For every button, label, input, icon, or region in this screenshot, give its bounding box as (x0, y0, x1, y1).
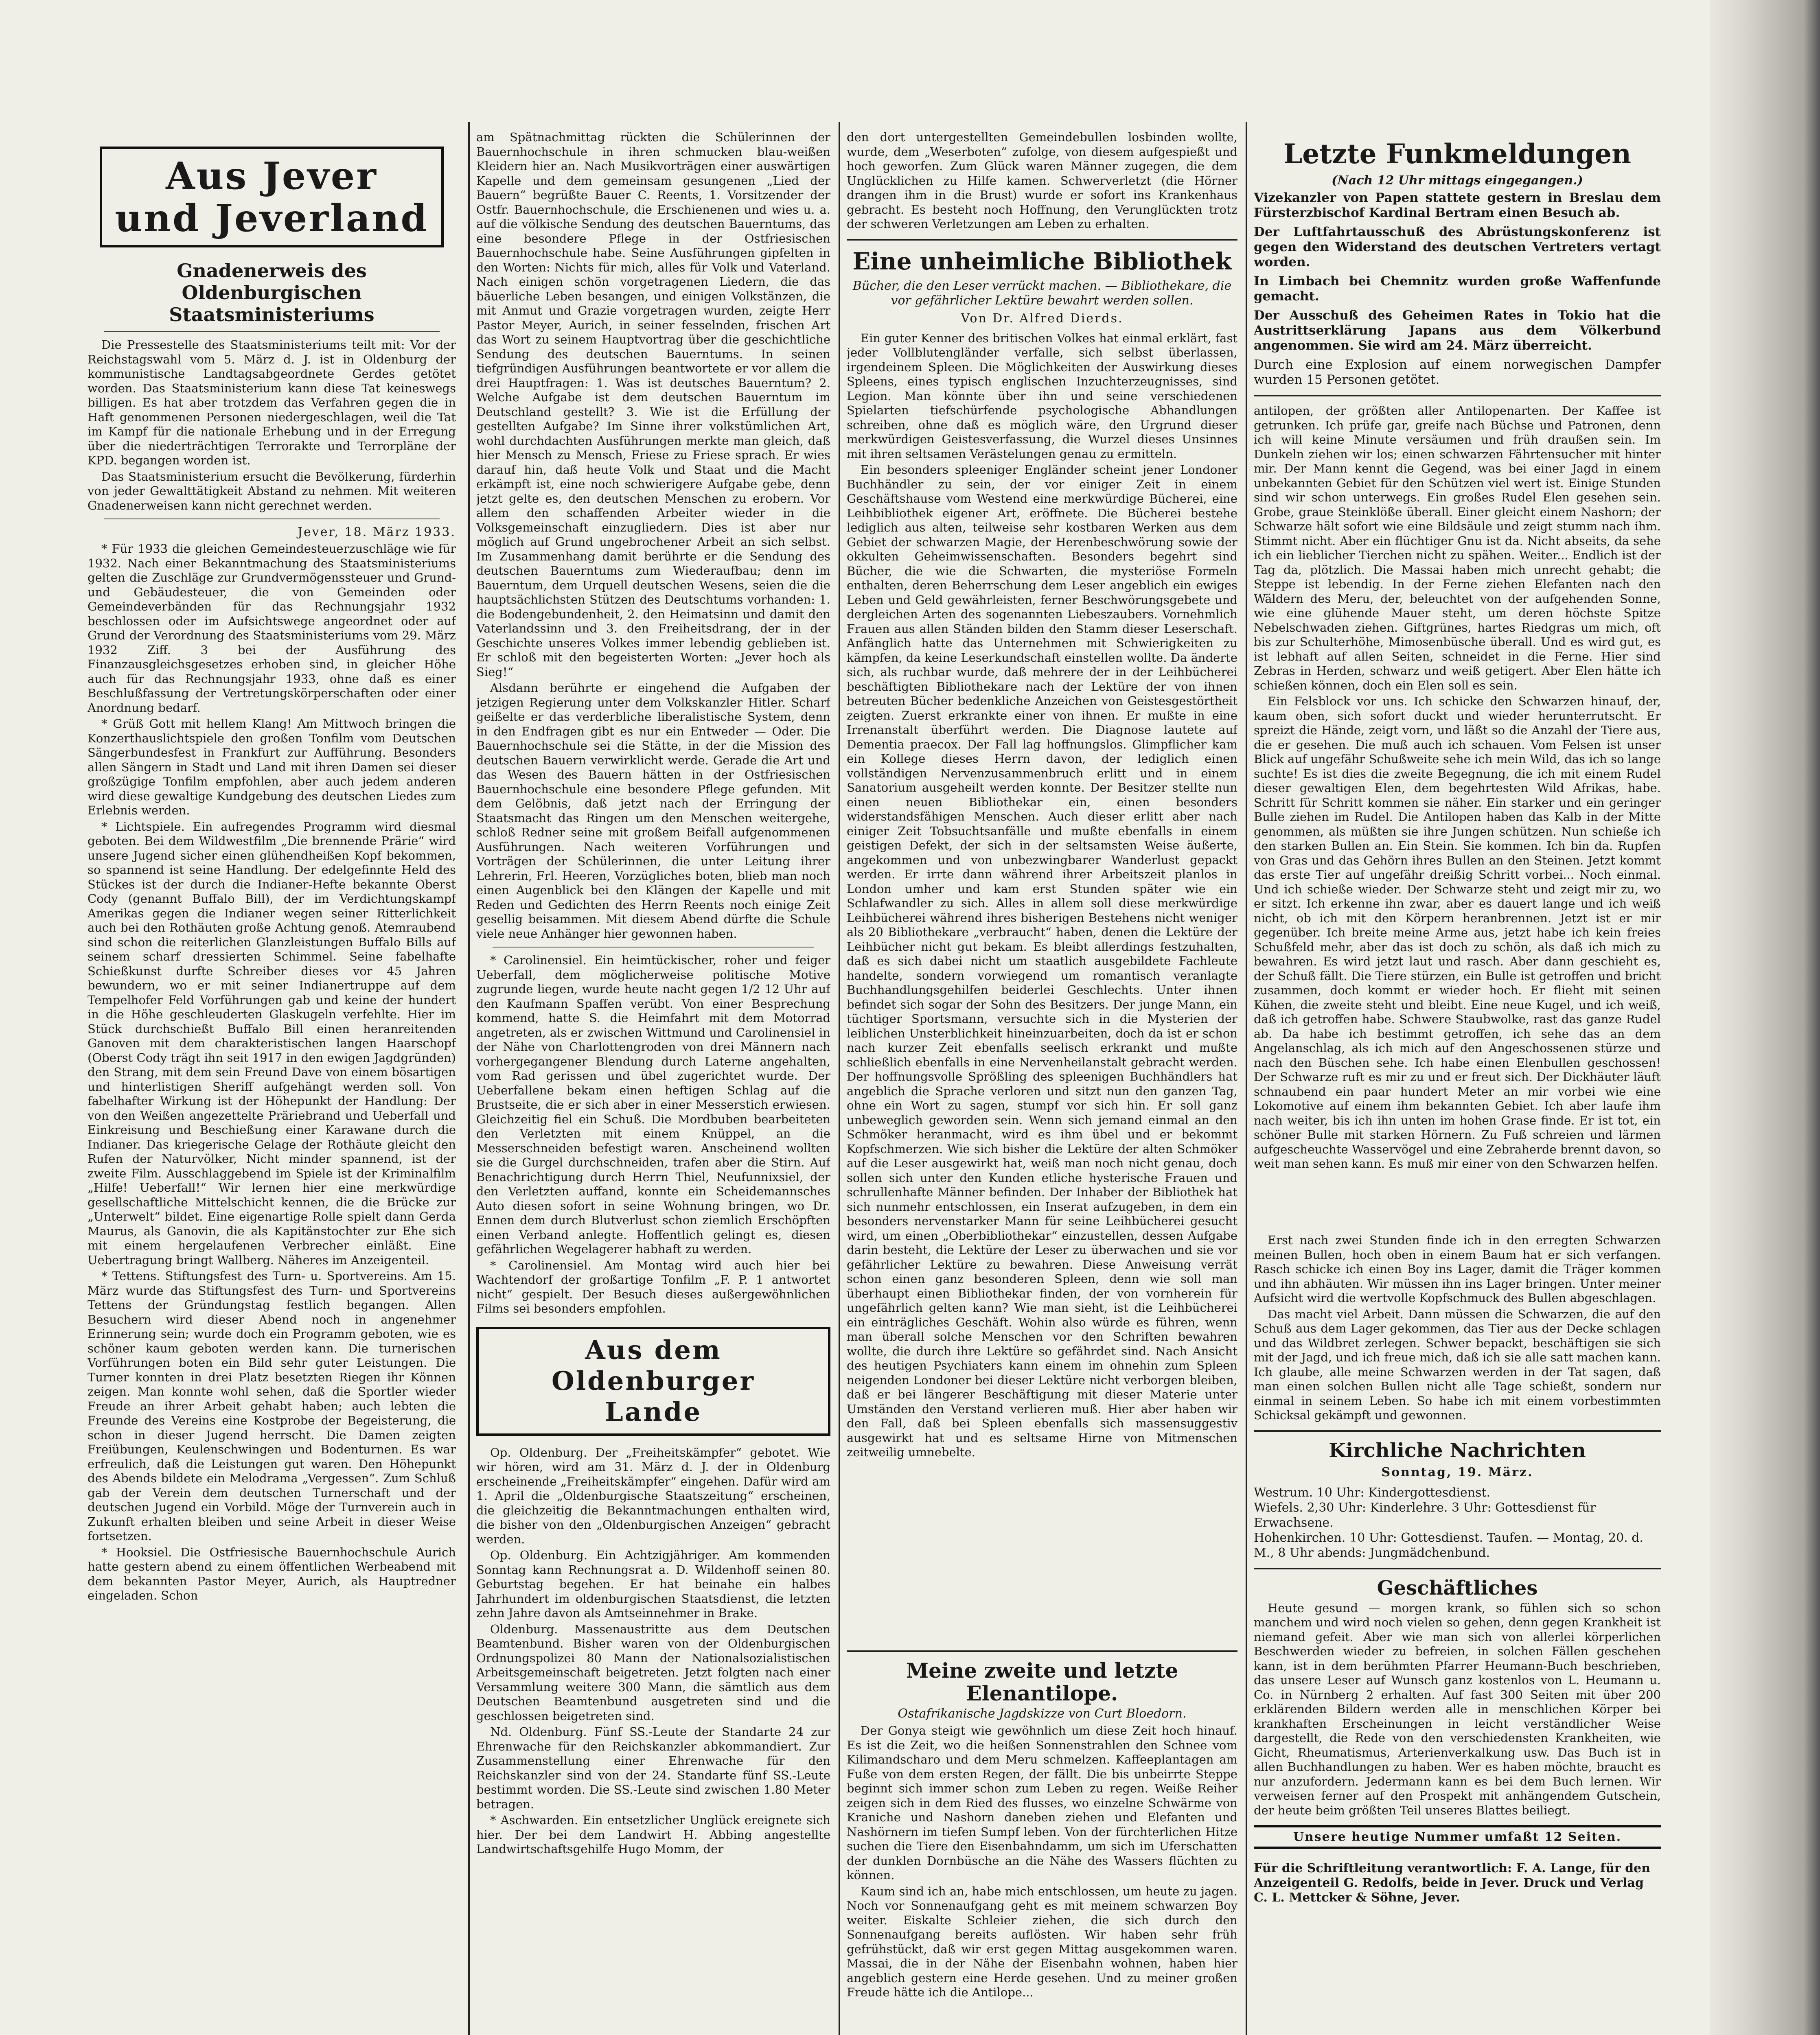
divider (104, 331, 440, 332)
column-1 (88, 130, 456, 2035)
article-subtitle: Ostafrikanische Jagdskizze von Curt Bloedorn. (898, 1707, 1187, 1721)
dateline: Jever, 18. März 1933. (297, 525, 456, 539)
article-subtitle: Bücher, die den Leser verrückt machen. — Bibliothekare, die vor gefährlicher Lektüre bewahrt werden sollen. (852, 278, 1232, 308)
section-title-line1: Aus Jever (166, 154, 378, 198)
section-title-line2: Lande (604, 1396, 702, 1427)
divider (847, 1650, 1237, 1652)
book-page-edges (1710, 0, 1820, 2035)
article-paragraph: Der Gonya steigt wie gewöhnlich um diese Zeit hoch hinauf. Es ist die Zeit, wo die heißen Sonnenstrahlen den Schnee vom Kilimandscharo und dem Meru schmelzen. Kaffeeplantagen am Fuße von dem ersten Regen, der fällt. Die bis unbeirrte Steppe beginnt sich immer schon zum Leben zu regen. Weiße Reiher zeigen sich in dem Ried des flusses, wo einzelne Schwärme von Kraniche und Nashorn daneben ziehen und Elefanten und Nashörnern im tiefen Sumpf leben. Von der fürchterlichen Hitze suchen die Tiere den Eisenbahndamm, um sich im Uferschatten der dunklen Dornbüsche an die Nähe des Wassers flüchten zu können. (847, 1724, 1237, 1882)
article-paragraph: Das Staatsministerium ersucht die Bevölkerung, fürderhin von jeder Gewalttätigkeit Abstand zu nehmen. Mit weiteren Gnadenerweisen kann nicht gerechnet werden. (88, 469, 456, 512)
divider (1254, 1568, 1661, 1569)
news-paragraph: * Tettens. Stiftungsfest des Turn- u. Sportvereins. Am 15. März wurde das Stiftungsfest des Turn- und Sportvereins Tettens der Gründungstag festlich begangen. Allen Besuchern wird dieser Abend noch in angenehmer Erinnerung sein; wurde doch ein Programm geboten, wie es schöner kaum geboten werden kann. Die turnerischen Vorführungen boten ein Bild sehr guter Leistungen. Die Turner konnten in drei Platz besetzten Riegen ihr Können zeigen. Man konnte wohl sehen, daß die Sportler wieder Freude an ihrer Arbeit gehabt haben; auch lebten die Freunde des Vereins eine Kostprobe der Begeisterung, die schon in dieser Jugend herrscht. Die Damen zeigten Freiübungen, Keulenschwingen und Bodenturnen. Es war erfreulich, daß die Leistungen gut waren. Den Höhepunkt des Abends bildete ein Melodrama „Vergessen“. Zum Schluß gab der Verein dem deutschen Turnerschaft und der deutschen Jugend ein Vorbild. Möge der Turnverein auch in Zukunft erhalten bleiben und seine Arbeit in dieser Weise fortsetzen. (88, 1269, 456, 1543)
divider (847, 239, 1237, 241)
column-rule (1246, 122, 1247, 2035)
news-paragraph: * Grüß Gott mit hellem Klang! Am Mittwoch bringen die Konzerthauslichtspiele den großen Tonfilm vom Deutschen Sängerbundesfest in Frankfurt zur Aufführung. Besonders allen Sängern in Stadt und Land mit ihren Damen sei dieser großzügige Tonfilm empfohlen, aber auch jedem anderen wird diese gewaltige Kundgebung des deutschen Liedes zum Erlebnis werden. (88, 717, 456, 817)
church-item: Hohenkirchen. 10 Uhr: Gottesdienst. Taufen. — Montag, 20. d. M., 8 Uhr abends: Jungmädchenbund. (1254, 1530, 1643, 1560)
news-item: Der Luftfahrtausschuß des Abrüstungskonferenz ist gegen den Widerstand des deutschen Vertreters vertagt worden. (1254, 225, 1661, 269)
story-paragraph: Das macht viel Arbeit. Dann müssen die Schwarzen, die auf den Schuß aus dem Lager gekommen, das Tier aus der Decke schlagen und das Wildbret zerlegen. Schwer bepackt, beschäftigen sie sich mit der Jagd, und ich freue mich, daß ich sie alle satt machen kann. Ich glaube, alle meine Schwarzen werden in der Tat sagen, daß man einen solchen Bullen nicht alle Tage schießt, sondern nur einmal in seinem Leben. So habe ich mit einem vorbestimmten Schicksal gekämpft und gewonnen. (1254, 1307, 1661, 1422)
divider (1254, 1430, 1661, 1432)
article-title: Gnadenerweis des Oldenburgischen Staatsministeriums (169, 260, 375, 326)
news-paragraph: * Carolinensiel. Ein heimtückischer, roher und feiger Ueberfall, dem möglicherweise politische Motive zugrunde liegen, wurde heute nacht gegen 1/2 12 Uhr auf den Kaufmann Spaffen verübt. Von einer Besprechung kommend, hatte S. die Heimfahrt mit dem Motorrad angetreten, als er zwischen Wittmund und Carolinensiel in der Nähe von Charlottengroden von drei Männern nach vorhergegangener Blendung durch Laterne angehalten, vom Rad gerissen und übel zugerichtet wurde. Der Ueberfallene bekam einen heftigen Schlag auf die Brustseite, die er sich aber in einer Messerstich erwiesen. Gleichzeitig fiel ein Schuß. Die Mordbuben bearbeiteten den Verletzten mit einem Knüppel, an die Messerschneiden befestigt waren. Anscheinend wollten sie die Gurgel durchschneiden, trafen aber die Stirn. Auf Benachrichtigung durch Herrn Thiel, Neufunnixsiel, der den Verletzten auffand, konnte ein Scheidemannsches Auto diesen sofort in seine Wohnung bringen, wo Dr. Ennen dem durch Blutverlust schon ziemlich Erschöpften einen Verband anlegte. Hoffentlich gelingt es, diesen gefährlichen Wegelagerer habhaft zu werden. (476, 953, 830, 1256)
article-paragraph: Kaum sind ich an, habe mich entschlossen, um heute zu jagen. Noch vor Sonnenaufgang geht es mit meinem schwarzen Boy weiter. Eiskalte Schleier ziehen, die sich durch den Sonnenaufgang bereits auflösten. Wir haben sehr früh gefrühstückt, daß wir erst gegen Mittag ausgekommen waren. Massai, die in der Nähe der Eisenbahn wohnen, haben hier angeblich gestern eine Herde gesehen. Und zu meiner großen Freude hätte ich die Antilope... (847, 1884, 1237, 1999)
article-title: Meine zweite und letzte Elenantilope. (906, 1659, 1178, 1705)
column-3 (847, 130, 1237, 2035)
section-header-jever (100, 147, 444, 247)
story-paragraph: Ein Felsblock vor uns. Ich schicke den Schwarzen hinauf, der, kaum oben, sich sofort duckt und wieder herunterrutscht. Er spreizt die Hände, zeigt vorn, und läßt so die Anzahl der Tiere aus, die er gesehen. Die muß auch ich schauen. Vom Felsen ist unser Blick auf ungefähr Schußweite sehe ich mein Wild, das ich so lange suchte! Es ist dies die zweite Begegnung, die ich mit einem Rudel dieser gewaltigen Elen, dem begehrtesten Wild Afrikas, habe. Schritt für Schritt kommen sie näher. Ein starker und ein geringer Bulle ziehen im Rudel. Die Antilopen haben das Kalb in der Mitte genommen, als müßten sie ihre Jungen schützen. Nun schieße ich den starken Bullen an. Ein Stein. Sie kommen. Ich bin da. Rupfen von Gras und das Gehörn ihres Bullen an den Steinen. Jetzt kommt das erste Tier auf ungefähr dreißig Schritt vorbei... Noch einmal. Und ich schieße wieder. Der Schwarze steht und zeigt mir zu, wo er sitzt. Ich erkenne ihn zwar, aber es dauert lange und ich weiß nicht, ob ich mit den Körpern heranbrennen. Jetzt ist er mir gegenüber. Ich breite meine Arme aus, jetzt habe ich kein freies Schußfeld mehr, aber das ist doch zu schön, als daß ich mich zu bewahren. Es wird jetzt laut und rasch. Aber dann geschieht es, der Schuß fällt. Die Tiere stürzen, ein Bulle ist getroffen und bricht zusammen, doch kommt er wieder hoch. Er flieht mit seinen Kühen, die zweite steht und bleibt. Eine neue Kugel, und ich weiß, daß ich getroffen habe. Schwere Staubwolke, rast das ganze Rudel ab. Da habe ich bestimmt getroffen, ich sehe das an dem Angelanschlag, als ich mich auf den Angeschossenen stürze und nach den Büschen sehe. Ich habe einen Elenbullen geschossen! Der Schwarze ruft es mir zu und er freut sich. Der Dickhäuter läuft schnaubend ein paar hundert Meter an mir vorbei wie eine Lokomotive auf einem ihm bekannten Gebiet. Ich aber laufe ihm nach weiter, bis ich ihn unten im hohen Grase finde. Er ist tot, ein schöner Bulle mit starken Hörnern. Zu Fuß schreien und lärmen aufgescheuchte Wasservögel und eine Zebraherde brennt davon, so weit man sehen kann. Es muß mir einer von den Schwarzen helfen. (1254, 694, 1661, 1171)
news-item: In Limbach bei Chemnitz wurden große Waffenfunde gemacht. (1254, 274, 1661, 304)
church-item: Westrum. 10 Uhr: Kindergottesdienst. (1254, 1485, 1491, 1500)
news-paragraph: Op. Oldenburg. Ein Achtzigjähriger. Am kommenden Sonntag kann Rechnungsrat a. D. Wildenhoff seinen 80. Geburtstag begehen. Er hat beinahe ein halbes Jahrhundert im oldenburgischen Staatsdienst, die letzten zehn Jahre davon als Amtseinnehmer in Brake. (476, 1548, 830, 1620)
article-paragraph: Ein guter Kenner des britischen Volkes hat einmal erklärt, fast jeder Vollblutengländer verfalle, sich selbst überlassen, irgendeinem Spleen. Die Möglichkeiten der Auswirkung dieses Spleens, eines typisch englischen Inzuchterzeugnisses, sind Legion. Man könnte über ihn und seine verschiedenen Spielarten tiefschürfende psychologische Abhandlungen schreiben, ohne daß es möglich wäre, den Urgrund dieser merkwürdigen Geistesverfassung, die Wurzel dieses Unsinnes mit ihren seltsamen Verästelungen genau zu ermitteln. (847, 331, 1237, 461)
news-paragraph: * Für 1933 die gleichen Gemeindesteuerzuschläge wie für 1932. Nach einer Bekanntmachung des Staatsministeriums gelten die Zuschläge zur Grundvermögenssteuer und Grund- und Gebäudesteuer, die von Gemeinden oder Gemeindeverbänden für das Rechnungsjahr 1932 beschlossen oder im Aufsichtswege angeordnet oder auf Grund der Verordnung des Staatsministeriums vom 29. März 1932 Ziff. 3 bei der Ausführung des Finanzausgleichsgesetzes erhoben sind, in gleicher Höhe auch für das Rechnungsjahr 1933, ohne daß es einer Beschlußfassung der Vertretungskörperschaften oder einer Anordnung bedarf. (88, 542, 456, 715)
business-news-title: Geschäftliches (1377, 1576, 1538, 1600)
news-paragraph: den dort untergestellten Gemeindebullen losbinden wollte, wurde, dem „Weserboten“ zufolge, von diesem aufgespießt und hoch geworfen. Zum Glück waren Männer zugegen, die dem Unglücklichen zu Hilfe kamen. Schwerverletzt (die Hörner drangen ihm in die Brust) wurde er sofort ins Krankenhaus gebracht. Es besteht noch Hoffnung, den Verunglückten trotz der schweren Verletzungen am Leben zu erhalten. (847, 130, 1237, 231)
article-title: Eine unheimliche Bibliothek (852, 247, 1232, 275)
column-2 (476, 130, 830, 2035)
news-paragraph: * Lichtspiele. Ein aufregendes Programm wird diesmal geboten. Bei dem Wildwestfilm „Die brennende Prärie“ wird unsere Jugend sicher einen glühendheißen Kopf bekommen, so spannend ist seine Handlung. Der edelgefinnte Held des Stückes ist der durch die Indianer-Hefte bekannte Oberst Cody (genannt Buffalo Bill), der im Verdichtungskampf Amerikas gegen die Indianer wegen seiner Ritterlichkeit auch bei den Rothäuten große Achtung genoß. Atemraubend sind schon die reiterlichen Glanzleistungen Buffalo Bills auf seinem scharf dressierten Schimmel. Seine fabelhafte Schießkunst durfte Schreiber dieses vor 45 Jahren bewundern, wo er mit seiner Indianertruppe auf dem Tempelhofer Feld Vorführungen gab und keine der hundert in die Höhe geschleuderten Glaskugeln verfehlte. Hier im Stück durchschießt Buffalo Bill einen heranreitenden Ganoven mit dem charakteristischen langen Haarschopf (Oberst Cody trägt ihn seit 1917 in den ewigen Jagdgründen) den Strang, mit dem sein Freund Dave von einem bösartigen und hinterlistigen Sheriff aufgehängt werden soll. Von fabelhafter Wirkung ist der Höhepunkt der Handlung: Der von den Weißen angezettelte Präriebrand und Ueberfall und Einkreisung und Beschießung einer Karawane durch die Indianer. Das kriegerische Gelage der Rothäute gleicht den Rufen der Naturvölker, Nicht minder spannend, ist der zweite Film. Ausschlaggebend im Spiele ist der Kriminalfilm „Hilfe! Ueberfall!“ Wir lernen hier eine merkwürdige gesellschaftliche Mittelschicht kennen, die die Brücke zur „Unterwelt“ bildet. Eine eigenartige Rolle spielt dann Gerda Maurus, als Ganovin, die als Kapitänstochter zur Ehe sich mit einem hergelaufenen Verbrecher einläßt. Eine Uebertragung bringt Wallberg. Näheres im Anzeigenteil. (88, 819, 456, 1267)
news-paragraph: * Aschwarden. Ein entsetzlicher Unglück ereignete sich hier. Der bei dem Landwirt H. Abbing angestellte Landwirtschaftsgehilfe Hugo Momm, der (476, 1813, 830, 1856)
news-paragraph: Nd. Oldenburg. Fünf SS.-Leute der Standarte 24 zur Ehrenwache für den Reichskanzler abkommandiert. Zur Zusammenstellung einer Ehrenwache für den Reichskanzler sind von der 24. Standarte fünf SS.-Leute bestimmt worden. Die SS.-Leute sind zwischen 1.80 Meter betragen. (476, 1725, 830, 1811)
church-news-title: Kirchliche Nachrichten (1329, 1439, 1586, 1462)
business-paragraph: Heute gesund — morgen krank, so fühlen sich so schon manchem und wird noch vielen so gehen, denn gegen Krankheit ist niemand gefeit. Aber wie man sich von allerlei körperlichen Beschwerden wieder zu befreien, in solchen Fällen geschehen kann, ist in dem berühmten Pfarrer Heumann-Buch beschrieben, das unsere Leser auf Wunsch ganz kostenlos von L. Heumann u. Co. in Nürnberg 2 erhalten. Auf fast 300 Seiten mit über 200 erklärenden Bildern werden alle in menschlichen Körper bei krankhaften Erscheinungen in leicht verständlicher Weise dargestellt, die Rede von den verschiedensten Krankheiten, wie Gicht, Rheumatismus, Arterienverkalkung usw. Das Buch ist in allen Buchhandlungen zu haben. Wer es haben möchte, braucht es nur anzufordern. Jedermann kann es bei dem Buch lernen. Wir verweisen ferner auf den Prospekt mit anhängendem Gutschein, der heute beim größten Teil unseres Blattes beiliegt. (1254, 1601, 1661, 1817)
section-title-line1: Aus dem Oldenburger (551, 1335, 756, 1396)
news-section-subtitle: (Nach 12 Uhr mittags eingegangen.) (1332, 173, 1583, 188)
column-rule (468, 122, 470, 2035)
article-paragraph: Ein besonders spleeniger Engländer scheint jener Londoner Buchhändler zu sein, der vor einiger Zeit in einem Geschäftshause vom Westend eine merkwürdige Bücherei, eine Leihbibliothek eigener Art, eröffnete. Die Bücherei bestehe lediglich aus alten, teilweise sehr kostbaren Werken aus dem Gebiet der schwarzen Magie, der Herenbeschwörung sowie der okkulten Geheimwissenschaften. Besonders begehrt sind Bücher, die wie die Schwarten, die mysteriöse Formeln enthalten, deren Beherrschung dem Leser angeblich ein ewiges Leben und Geld gewährleisten, ferner Beschwörungsgebete und dergleichen Arten des sogenannten Liebeszaubers. Vornehmlich Frauen aus allen Ständen bilden den Stamm dieser Leserschaft. Anfänglich hatte das Unternehmen mit Schwierigkeiten zu kämpfen, da keine Leserkundschaft einstellen wollte. Da änderte sich, als ruchbar wurde, daß mehrere der in der Leihbücherei beschäftigten Bibliothekare nach der Lektüre der von ihnen betreuten Bücher bedenkliche Anzeichen von Geistesgestörtheit zeigten. Zuerst erkrankte einer von ihnen. Er mußte in eine Irrenanstalt überführt werden. Die Diagnose lautete auf Dementia praecox. Der Fall lag hoffnungslos. Glimpflicher kam ein Kollege dieses Herrn davon, der lediglich einen vollständigen Nervenzusammenbruch erlitt und in einem Sanatorium ausgeheilt werden konnte. Der Besitzer stellte nun einen neuen Bibliothekar ein, einen besonders widerstandsfähigen Menschen. Auch dieser erlitt aber nach einiger Zeit Tobsuchtsanfälle und mußte ebenfalls in einem geistigen Defekt, der sich in der seltsamsten Weise äußerte, angekommen und von unbezwingbarer Wanderlust gepackt werden. Er irrte dann während ihrer Arbeitszeit planlos in London umher und kam erst Stunden später wie ein Schlafwandler zu sich. Alles in allem soll diese merkwürdige Leihbücherei während ihres bisherigen Bestehens nicht weniger als 20 Bibliothekare „verbraucht“ haben, denen die Lektüre der Leihbücher nicht gut bekam. Es bleibt allerdings festzuhalten, daß es sich dabei nicht um staatlich ausgebildete Fachleute handelte, sondern vorwiegend um romantisch veranlagte Buchhandlungsgehilfen beiderlei Geschlechts. Unter ihnen befindet sich sogar der Sohn des Besitzers. Der junge Mann, ein tüchtiger Sportsmann, versuchte sich in die Mysterien der leiblichen Unsterblichkeit hineinzuarbeiten, doch da ist er schon nach kurzer Zeit ebenfalls seelisch erkrankt und mußte schließlich ebenfalls in eine Nervenheilanstalt gebracht werden. Der hoffnungsvolle Sprößling des spleenigen Buchhändlers hat angeblich die Sprache verloren und sitzt nun den ganzen Tag, ohne ein Wort zu sagen, stumpf vor sich hin. Er soll ganz unbeweglich geworden sein. Wenn sich jemand einmal an den Schmöker heranmacht, wird es ihm übel und er bekommt Kopfschmerzen. Wie sich bisher die Lektüre der alten Schmöker auf die Leser ausgewirkt hat, weiß man noch nicht genau, doch sollen sich unter den Kunden etliche hysterische Frauen und schrullenhafte Männer befinden. Der Inhaber der Bibliothek hat sich nunmehr entschlossen, ein Inserat aufzugeben, in dem ein besonders nervenstarker Mann für seine Leihbücherei gesucht wird, um einen „Oberbibliothekar“ einzustellen, dessen Aufgabe darin besteht, die Lektüre der Leser zu überwachen und sie vor gefährlicher Lektüre zu bewahren. Diese Anweisung verrät schon einen ganz besonderen Spleen, denn wie soll man überhaupt einen Bibliothekar finden, der von vornherein für ungefährlich gelten kann? Wie man sieht, ist die Leihbücherei ein einträgliches Geschäft. Wohin also würde es führen, wenn man überall solche Menschen vor den Schriften bewahren wollte, die durch ihre Lektüre so gefährdet sind. Nach Ansicht des heutigen Psychiaters kann einem im ohnehin zum Spleen neigenden Londoner bei dieser Lektüre nicht verborgen bleiben, daß er bei längerer Beschäftigung mit dieser Materie unter Umständen den Verstand verlieren muß. Hier aber haben wir den Fall, daß bei Spleen ebenfalls sich massensuggestiv ausgewirkt hat und es seltsame Hirne von Mitmenschen zeitweilig umnebelte. (847, 463, 1237, 1459)
story-paragraph: Erst nach zwei Stunden finde ich in den erregten Schwarzen meinen Bullen, hoch oben in einem Baum hat er sich verfangen. Rasch schicke ich einen Boy ins Lager, damit die Träger kommen und ihn abhäuten. Wir müssen ihn ins Lager bringen. Unter meiner Aufsicht wird die wertvolle Kopfschmuck des Bullen abgeschlagen. (1254, 1233, 1661, 1305)
column-rule (839, 122, 840, 2035)
news-paragraph: am Spätnachmittag rückten die Schülerinnen der Bauernhochschule in ihren schmucken blau-weißen Kleidern hier an. Nach Musikvorträgen einer auswärtigen Kapelle und dem gemeinsam gesungenen „Lied der Bauern“ begrüßte Bauer C. Reents, 1. Vorsitzender der Ostfr. Bauernhochschule, die Erschienenen und wies u. a. auf die völkische Sendung des deutschen Bauerntums, das eine besondere Pflege in der Ostfriesischen Bauernhochschule habe. Seine Ausführungen gipfelten in den Worten: Nichts für mich, alles für Volk und Vaterland. Nach einigen schön vorgetragenen Liedern, die das bäuerliche Leben besangen, und einigen Volkstänzen, die mit Anmut und Grazie vorgetragen wurden, zeigte Herr Pastor Meyer, Aurich, in seiner fesselnden, frischen Art das Wort zu seinem Hauptvortrag über die geschichtliche Sendung des deutschen Bauerntums. In seinen tiefgründigen Ausführungen beantwortete er vor allem die drei Hauptfragen: 1. Was ist deutsches Bauerntum? 2. Welche Aufgabe ist dem deutschen Bauerntum im Deutschland gestellt? 3. Wie ist die Erfüllung der gestellten Aufgabe? Im Sinne ihrer volkstümlichen Art, wohl durchdachten Ausführungen merkte man gleich, daß hier Mensch zu Mensch, Friese zu Friese sprach. Er wies darauf hin, daß heute Volk und Staat und die Macht erkämpft ist, eine noch schwierigere Aufgabe gebe, denn jetzt gelte es, den deutschen Menschen zu erobern. Vor allem den schaffenden Arbeiter wieder in die Volksgemeinschaft einzugliedern. Dies ist aber nur möglich auf Grund ungebrochener Arbeit an sich selbst. Im Zusammenhang damit berührte er die Sendung des deutschen Bauerntums zum Wiederaufbau; denn im Bauerntum, dem Urquell deutschen Wesens, seien die die hauptsächlichsten Stützen des Deutschtums vorhanden: 1. die Bodengebundenheit, 2. den Heimatsinn und damit den Vaterlandssinn und 3. den Freiheitsdrang, der in der Geschichte unseres Volkes immer lebendig geblieben ist. Er schloß mit den begeisterten Worten: „Jever hoch als Sieg!“ (476, 130, 830, 679)
column-4 (1254, 130, 1661, 2035)
news-paragraph: Oldenburg. Massenaustritte aus dem Deutschen Beamtenbund. Bisher waren von der Oldenburgischen Ordnungspolizei 80 Mann der Nationalsozialistischen Arbeitsgemeinschaft beigetreten. Jetzt folgten nach einer Versammlung weitere 300 Mann, die sämtlich aus dem Deutschen Beamtenbund ausgetreten sind und die geschlossen beigetreten sind. (476, 1622, 830, 1723)
church-news-date: Sonntag, 19. März. (1381, 1465, 1533, 1479)
divider (1254, 395, 1661, 396)
news-item: Vizekanzler von Papen stattete gestern in Breslau dem Fürsterzbischof Kardinal Bertram einen Besuch ab. (1254, 190, 1661, 220)
news-item: Der Ausschuß des Geheimen Rates in Tokio hat die Austrittserklärung Japans aus dem Völkerbund angenommen. Sie wird am 24. März überreicht. (1254, 308, 1661, 353)
page-count-band: Unsere heutige Nummer umfaßt 12 Seiten. (1254, 1825, 1661, 1849)
news-paragraph: Alsdann berührte er eingehend die Aufgaben der jetzigen Regierung unter dem Volkskanzler Hitler. Scharf geißelte er das verderbliche liberalistische System, denn in den Endfragen gibt es nur ein Entweder — Oder. Die Bauernhochschule sei die Stätte, in der die Mission des deutschen Bauern verwirklicht werde. Gerade die Art und das Wesen des Bauern hätten in der Ostfriesischen Bauernhochschule eine besondere Pflege gefunden. Mit dem Gelöbnis, daß jetzt nach der Erringung der Staatsmacht das Ringen um den Menschen weitergehe, schloß Redner seine mit großem Beifall aufgenommenen Ausführungen. Nach weiteren Vorführungen und Vorträgen der Schülerinnen, die unter Leitung ihrer Lehrerin, Frl. Heeren, Vorzügliches boten, blieb man noch einen Augenblick bei den Klängen der Kapelle und mit Reden und Gedichten des Herrn Reents noch einige Zeit gesellig beisammen. Mit diesem Abend dürfte die Schule viele neue Anhänger hier gewonnen haben. (476, 681, 830, 941)
news-paragraph: * Hooksiel. Die Ostfriesische Bauernhochschule Aurich hatte gestern abend zu einem öffentlichen Werbeabend mit dem bekannten Pastor Meyer, Aurich, als Hauptredner eingeladen. Schon (88, 1545, 456, 1602)
imprint: Für die Schriftleitung verantwortlich: F. A. Lange, für den Anzeigenteil G. Redolfs, beide in Jever. Druck und Verlag C. L. Mettcker & Söhne, Jever. (1254, 1861, 1651, 1905)
news-paragraph: Op. Oldenburg. Der „Freiheitskämpfer“ gebotet. Wie wir hören, wird am 31. März d. J. der in Oldenburg erscheinende „Freiheitskämpfer“ eingehen. Dafür wird am 1. April die „Oldenburgische Staatszeitung“ erscheinen, die gleichzeitig die Bekanntmachungen enthalten wird, die bisher von den „Oldenburgischen Anzeigen“ gebracht werden. (476, 1445, 830, 1546)
church-item: Wiefels. 2,30 Uhr: Kinderlehre. 3 Uhr: Gottesdienst für Erwachsene. (1254, 1500, 1596, 1530)
section-header-oldenburg (476, 1327, 830, 1436)
news-paragraph: * Carolinensiel. Am Montag wird auch hier bei Wachtendorf der großartige Tonfilm „F. P. 1 antwortet nicht“ gespielt. Der Besuch dieses außergewöhnlichen Films sei besonders empfohlen. (476, 1258, 830, 1315)
news-item: Durch eine Explosion auf einem norwegischen Dampfer wurden 15 Personen getötet. (1254, 357, 1661, 387)
article-paragraph: Die Pressestelle des Staatsministeriums teilt mit: Vor der Reichstagswahl vom 5. März d. J. ist in Oldenburg der kommunistische Landtagsabgeordnete Gerdes getötet worden. Das Staatsministerium kann diese Tat keineswegs billigen. Es hat aber trotzdem das Verfahren gegen die in Haft genommenen Personen niedergeschlagen, weil die Tat im Kampf für die nationale Erhebung und in der Erregung über die niederträchtigen Terrorakte und Terrorpläne der KPD. begangen worden ist. (88, 338, 456, 467)
article-byline: Von Dr. Alfred Dierds. (961, 311, 1124, 326)
story-paragraph: antilopen, der größten aller Antilopenarten. Der Kaffee ist getrunken. Ich prüfe gar, greife nach Büchse und Patronen, denn ich will keine Minute versäumen und früh draußen sein. Im Dunkeln ziehen wir los; einen schwarzen Fährtensucher mit hinter mir. Der Mann kennt die Gegend, was bei einer Jagd in einem unbekannten Gebiet für den Schützen viel wert ist. Einige Stunden sind wir schon unterwegs. Ein großes Rudel Elen gesehen sein. Grobe, graue Steinklöße überall. Einer gleicht einem Nashorn; der Schwarze hält sofort wie eine Bildsäule und zeigt stumm nach ihm. Stimmt nicht. Aber ein flüchtiger Gnu ist da. Nicht abseits, da sehe ich ein lieblicher Tierchen nicht zu spähen. Weiter... Endlich ist der Tag da, plötzlich. Die Massai haben mich unrecht gehabt; die Steppe ist lebendig. In der Ferne ziehen Elefanten nach den Wäldern des Meru, der, beleuchtet von der aufgehenden Sonne, wie eine glühende Mauer steht, um deren höchste Spitze Nebelschwaden ziehen. Giftgrünes, hartes Riedgras um mich, oft bis zur Schulterhöhe, Mimosenbüsche überall. Und es wird gut, es ist lebhaft auf allen Seiten, schneidet in die Ferne. Hier sind Zebras in Herden, schwarz und weiß getigert. Aber Elen hätte ich schießen können, doch ein Elen soll es sein. (1254, 404, 1661, 692)
news-section-title: Letzte Funkmeldungen (1283, 138, 1632, 170)
section-title-line2: und Jeverland (115, 196, 429, 240)
